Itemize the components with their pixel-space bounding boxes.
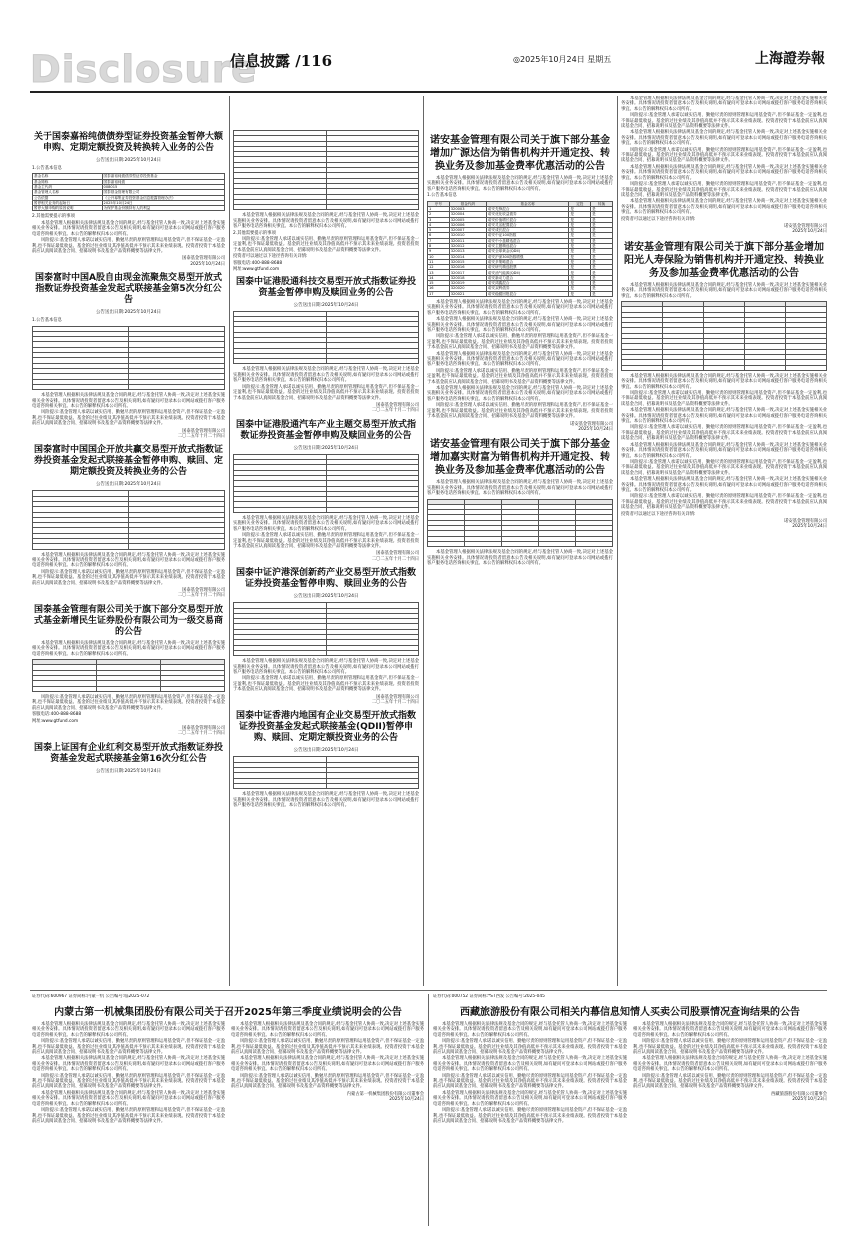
notice-title: 诺安基金管理有限公司关于旗下部分基金增加阳光人寿保险为销售机构并开通定投、转换业务及参加基金费率优惠活动的公告 (624, 241, 824, 279)
body-text: 风险提示:基金管理人承诺以诚实信用、勤勉尽责的原则管理和运用基金资产,但不保证基金一定盈利,也不保证最低收益。基金的过往业绩及其净值高低并不预示其未来业绩表现。投资者投资于本基金前应认真阅读基金合同、招募说明书及基金产品资料概要等法律文件。 (621, 459, 827, 476)
notice (427, 438, 613, 566)
body-text: 本基金管理人根据相关法律法规及基金合同的规定,经与基金托管人协商一致,决定对上述基金实施相关业务安排。具体情况请投资者留意本公告及相关说明,如有疑问可登录本公司网站或拨打客户服务电话咨询相关事宜。本公告的解释权归本公司所有。 (433, 1022, 627, 1038)
notice (233, 420, 419, 563)
body-text: 本基金管理人根据相关法律法规及基金合同的规定,经与基金托管人协商一致,决定对上述基金实施相关业务安排。具体情况请投资者留意本公告及相关说明,如有疑问可登录本公司网站或拨打客户服务电话咨询相关事宜。本公告的解释权归本公司所有。 (621, 408, 827, 425)
bottom-notice-right (433, 994, 827, 1226)
notice-title: 内蒙古第一机械集团股份有限公司关于召开2025年第三季度业绩说明会的公告 (54, 1007, 402, 1018)
body-text: 本基金管理人根据相关法律法规及基金合同的规定,经与基金托管人协商一致,决定对上述基金实施相关业务安排。具体情况请投资者留意本公告及相关说明,如有疑问可登录本公司网站或拨打客户服务电话咨询相关事宜。本公告的解释权归本公司所有。 (427, 386, 613, 402)
notice (427, 134, 613, 432)
signoff: 诺安基金管理有限公司 2025年10月24日 (784, 223, 827, 235)
column-divider (617, 96, 618, 986)
body-text: 本基金管理人根据相关法律法规及基金合同的规定,经与基金托管人协商一致,决定对上述基金实施相关业务安排。具体情况请投资者留意本公告及相关说明,如有疑问可登录本公司网站或拨打客户服务电话咨询相关事宜。本公告的解释权归本公司所有。 (32, 552, 225, 569)
notice-title: 国泰富时中国国企开放共赢交易型开放式指数证券投资基金发起式联接基金暂停申购、赎回、定期定额投资及转换业务的公告 (33, 445, 223, 478)
notice-title: 国泰中证香港内地国有企业交易型开放式指数证券投资基金发起式联接基金(QDII)暂停申购、赎回、定期定额投资业务的公告 (235, 711, 416, 744)
body-text: 本基金管理人根据相关法律法规及基金合同的规定,经与基金托管人协商一致,决定对上述基金实施相关业务安排。具体情况请投资者留意本公告及相关说明,如有疑问可登录本公司网站或拨打客户服务电话咨询相关事宜。本公告的解释权归本公司所有。 (32, 1022, 225, 1038)
body-text: 本基金管理人根据相关法律法规及基金合同的规定,经与基金托管人协商一致,决定对上述基金实施相关业务安排。具体情况请投资者留意本公告及相关说明,如有疑问可登录本公司网站或拨打客户服务电话咨询相关事宜。本公告的解释权归本公司所有。 (433, 1090, 627, 1107)
body-text: 本基金管理人根据相关法律法规及基金合同的规定,经与基金托管人协商一致,决定对上述基金实施相关业务安排。具体情况请投资者留意本公告及相关说明,如有疑问可登录本公司网站或拨打客户服务电话咨询相关事宜。本公告的解释权归本公司所有。 (621, 199, 827, 216)
body-text: 风险提示:基金管理人承诺以诚实信用、勤勉尽责的原则管理和运用基金资产,但不保证基金一定盈利,也不保证最低收益。基金的过往业绩及其净值高低并不预示其未来业绩表现。投资者投资于本基金前应认真阅读基金合同、招募说明书及基金产品资料概要等法律文件。 (621, 147, 827, 164)
contact-website: 网址:www.gtfund.com (32, 718, 79, 724)
info-table (32, 326, 225, 391)
notice-title: 国泰中证港股通汽车产业主题交易型开放式指数证券投资基金暂停申购及赎回业务的公告 (235, 419, 416, 441)
notice (32, 273, 225, 439)
body-text: 本基金管理人根据相关法律法规及基金合同的规定,经与基金托管人协商一致,决定对上述基金实施相关业务安排。具体情况请投资者留意本公告及相关说明,如有疑问可登录本公司网站或拨打客户服务电话咨询相关事宜。本公告的解释权归本公司所有。 (427, 480, 613, 497)
body-text: 本基金管理人根据相关法律法规及基金合同的规定,经与基金托管人协商一致,决定对上述基金实施相关业务安排。具体情况请投资者留意本公告及相关说明,如有疑问可登录本公司网站或拨打客户服务电话咨询相关事宜。本公告的解释权归本公司所有。 (621, 282, 827, 299)
bottom-section-rule (30, 990, 827, 991)
signoff: 国泰基金管理有限公司 二〇二五年十月二十四日 (177, 428, 225, 439)
notice-date: 公告送出日期:2025年10月24日 (96, 310, 161, 316)
newspaper-name: 上海證券報 (755, 51, 825, 67)
body-text: 风险提示:基金管理人承诺以诚实信用、勤勉尽责的原则管理和运用基金资产,但不保证基金一定盈利,也不保证最低收益。基金的过往业绩及其净值高低并不预示其未来业绩表现。投资者投资于本基金前应认真阅读基金合同、招募说明书及基金产品资料概要等法律文件。 (32, 1039, 225, 1056)
body-text: 本基金管理人根据相关法律法规及基金合同的规定,经与基金托管人协商一致,决定对上述基金实施相关业务安排。具体情况请投资者留意本公告及相关说明,如有疑问可登录本公司网站或拨打客户服务电话咨询相关事宜。本公告的解释权归本公司所有。 (231, 1022, 424, 1038)
signoff: 西藏旅游股份有限公司董事会 2025年10月23日 (771, 1091, 827, 1103)
signoff: 诺安基金管理有限公司 2025年10月24日 (784, 518, 827, 530)
bottom-notice-left (32, 994, 424, 1226)
body-text: 风险提示:基金管理人承诺以诚实信用、勤勉尽责的原则管理和运用基金资产,但不保证基金一定盈利,也不保证最低收益。基金的过往业绩及其净值高低并不预示其未来业绩表现。投资者投资于本基金前应认真阅读基金合同、招募说明书及基金产品资料概要等法律文件。 (32, 1073, 225, 1090)
body-text: 风险提示:基金管理人承诺以诚实信用、勤勉尽责的原则管理和运用基金资产,但不保证基金一定盈利,也不保证最低收益。基金的过往业绩及其净值高低并不预示其未来业绩表现。投资者投资于本基金前应认真阅读基金合同、招募说明书及基金产品资料概要等法律文件。 (32, 238, 225, 254)
top-rule (30, 91, 827, 93)
body-text: 风险提示:基金管理人承诺以诚实信用、勤勉尽责的原则管理和运用基金资产,但不保证基金一定盈利,也不保证最低收益。基金的过往业绩及其净值高低并不预示其未来业绩表现。投资者投资于本基金前应认真阅读基金合同、招募说明书及基金产品资料概要等法律文件。 (621, 391, 827, 407)
body-text: 本基金管理人根据相关法律法规及基金合同的规定,经与基金托管人协商一致,决定对上述基金实施相关业务安排。具体情况请投资者留意本公告及相关说明,如有疑问可登录本公司网站或拨打客户服务电话咨询相关事宜。本公告的解释权归本公司所有。 (633, 1022, 827, 1038)
notice-date: 公告送出日期:2025年10月24日 (96, 482, 161, 488)
fund-list-table (621, 301, 827, 371)
body-text: 风险提示:基金管理人承诺以诚实信用、勤勉尽责的原则管理和运用基金资产,但不保证基金一定盈利,也不保证最低收益。基金的过往业绩及其净值高低并不预示其未来业绩表现。投资者投资于本基金前应认真阅读基金合同、招募说明书及基金产品资料概要等法律文件。 (231, 1073, 424, 1090)
body-text: 风险提示:基金管理人承诺以诚实信用、勤勉尽责的原则管理和运用基金资产,但不保证基金一定盈利,也不保证最低收益。基金的过往业绩及其净值高低并不预示其未来业绩表现。投资者投资于本基金前应认真阅读基金合同、招募说明书及基金产品资料概要等法律文件。 (621, 113, 827, 130)
notice-date: 公告送出日期:2025年10月24日 (96, 768, 161, 774)
info-table (233, 454, 419, 513)
notice-title: 诺安基金管理有限公司关于旗下部分基金增加广源达信为销售机构并开通定投、转换业务及参加基金费率优惠活动的公告 (430, 135, 610, 172)
body-text: 本基金管理人根据相关法律法规及基金合同的规定,经与基金托管人协商一致,决定对上述基金实施相关业务安排。具体情况请投资者留意本公告及相关说明,如有疑问可登录本公司网站或拨打客户服务电话咨询相关事宜。本公告的解释权归本公司所有。 (427, 351, 613, 368)
section-heading: 2.其他需要提示的事项 (32, 214, 75, 220)
column-divider (229, 96, 230, 986)
notice-title: 国泰中证港股通科技交易型开放式指数证券投资基金暂停申购及赎回业务的公告 (235, 276, 416, 298)
info-table (233, 130, 419, 210)
body-text: 风险提示:基金管理人承诺以诚实信用、勤勉尽责的原则管理和运用基金资产,但不保证基金一定盈利,也不保证最低收益。基金的过往业绩及其净值高低并不预示其未来业绩表现。投资者投资于本基金前应认真阅读基金合同、招募说明书及基金产品资料概要等法律文件。 (32, 410, 225, 427)
body-text: 风险提示:基金管理人承诺以诚实信用、勤勉尽责的原则管理和运用基金资产,但不保证基金一定盈利,也不保证最低收益。基金的过往业绩及其净值高低并不预示其未来业绩表现。投资者投资于本基金前应认真阅读基金合同、招募说明书及基金产品资料概要等法律文件。 (427, 368, 613, 385)
body-text: 本基金管理人根据相关法律法规及基金合同的规定,经与基金托管人协商一致,决定对上述基金实施相关业务安排。具体情况请投资者留意本公告及相关说明,如有疑问可登录本公司网站或拨打客户服务电话咨询相关事宜。本公告的解释权归本公司所有。 (427, 299, 613, 316)
body-text: 本基金管理人根据相关法律法规及基金合同的规定,经与基金托管人协商一致,决定对上述基金实施相关业务安排。具体情况请投资者留意本公告及相关说明,如有疑问可登录本公司网站或拨打客户服务电话咨询相关事宜。本公告的解释权归本公司所有。 (233, 213, 419, 230)
body-text: 风险提示:基金管理人承诺以诚实信用、勤勉尽责的原则管理和运用基金资产,但不保证基金一定盈利,也不保证最低收益。基金的过往业绩及其净值高低并不预示其未来业绩表现。投资者投资于本基金前应认真阅读基金合同、招募说明书及基金产品资料概要等法律文件。 (32, 569, 225, 586)
notice-date: 公告送出日期:2025年10月24日 (293, 445, 359, 451)
notice (233, 568, 419, 705)
signoff: 国泰基金管理有限公司 二〇二五年十月二十四日 (371, 551, 419, 562)
body-text: 风险提示:基金管理人承诺以诚实信用、勤勉尽责的原则管理和运用基金资产,但不保证基金一定盈利,也不保证最低收益。基金的过往业绩及其净值高低并不预示其未来业绩表现。投资者投资于本基金前应认真阅读基金合同、招募说明书及基金产品资料概要等法律文件。 (233, 533, 419, 550)
body-text: 风险提示:基金管理人承诺以诚实信用、勤勉尽责的原则管理和运用基金资产,但不保证基金一定盈利,也不保证最低收益。基金的过往业绩及其净值高低并不预示其未来业绩表现。投资者投资于本基金前应认真阅读基金合同、招募说明书及基金产品资料概要等法律文件。 (433, 1108, 627, 1124)
notice-date: 公告送出日期:2025年10月24日 (293, 594, 359, 600)
body-text: 本基金管理人根据相关法律法规及基金合同的规定,经与基金托管人协商一致,决定对上述基金实施相关业务安排。具体情况请投资者留意本公告及相关说明,如有疑问可登录本公司网站或拨打客户服务电话咨询相关事宜。本公告的解释权归本公司所有。 (32, 1056, 225, 1073)
column-3 (427, 130, 613, 986)
body-text: 风险提示:基金管理人承诺以诚实信用、勤勉尽责的原则管理和运用基金资产,但不保证基金一定盈利,也不保证最低收益。基金的过往业绩及其净值高低并不预示其未来业绩表现。投资者投资于本基金前应认真阅读基金合同、招募说明书及基金产品资料概要等法律文件。 (427, 403, 613, 420)
notice-title: 诺安基金管理有限公司关于旗下部分基金增加嘉实财富为销售机构并开通定投、转换业务及参加基金费率优惠活动的公告 (430, 439, 610, 477)
notice (233, 711, 419, 808)
body-text: 本基金管理人根据相关法律法规及基金合同的规定,经与基金托管人协商一致,决定对上述基金实施相关业务安排。具体情况请投资者留意本公告及相关说明,如有疑问可登录本公司网站或拨打客户服务电话咨询相关事宜。本公告的解释权归本公司所有。 (621, 477, 827, 493)
contact-hotline: 客服电话:400-888-8688 (32, 712, 82, 718)
info-table (233, 602, 419, 656)
info-table (233, 311, 419, 365)
notice-date: 公告送出日期:2025年10月24日 (96, 158, 161, 163)
body-text: 本基金管理人根据相关法律法规及基金合同的规定,经与基金托管人协商一致,决定对上述基金实施相关业务安排。具体情况请投资者留意本公告及相关说明,如有疑问可登录本公司网站或拨打客户服务电话咨询相关事宜。本公告的解释权归本公司所有。 (32, 640, 225, 657)
contact-website: 网址:www.gtfund.com (233, 267, 280, 273)
body-text: 本基金管理人根据相关法律法规及基金合同的规定,经与基金托管人协商一致,决定对上述基金实施相关业务安排。具体情况请投资者留意本公告及相关说明,如有疑问可登录本公司网站或拨打客户服务电话咨询相关事宜。本公告的解释权归本公司所有。 (621, 442, 827, 459)
notice (32, 743, 225, 774)
signoff: 国泰基金管理有限公司 二〇二五年十月二十四日 (177, 588, 225, 599)
signoff: 内蒙古第一机械集团股份有限公司董事会 2025年10月24日 (346, 1091, 424, 1103)
issue-date: ◎2025年10月24日 星期五 (513, 55, 612, 64)
body-text: 本基金管理人根据相关法律法规及基金合同的规定,经与基金托管人协商一致,决定对上述基金实施相关业务安排。具体情况请投资者留意本公告及相关说明,如有疑问可登录本公司网站或拨打客户服务电话咨询相关事宜。本公告的解释权归本公司所有。 (433, 1056, 627, 1073)
body-text: 风险提示:基金管理人承诺以诚实信用、勤勉尽责的原则管理和运用基金资产,但不保证基金一定盈利,也不保证最低收益。基金的过往业绩及其净值高低并不预示其未来业绩表现。投资者投资于本基金前应认真阅读基金合同、招募说明书及基金产品资料概要等法律文件。 (633, 1039, 827, 1056)
column-2 (233, 128, 419, 986)
column-4 (621, 96, 827, 986)
notice-title: 国泰中证沪港深创新药产业交易型开放式指数证券投资基金暂停申购、赎回业务的公告 (235, 568, 416, 590)
contact-info: 投资者可以通过以下途径咨询有关详情: (621, 511, 696, 517)
fund-list-table (427, 499, 613, 548)
info-table (233, 756, 419, 789)
body-text: 本基金管理人根据相关法律法规及基金合同的规定,经与基金托管人协商一致,决定对上述基金实施相关业务安排。具体情况请投资者留意本公告及相关说明,如有疑问可登录本公司网站或拨打客户服务电话咨询相关事宜。本公告的解释权归本公司所有。 (231, 1056, 424, 1073)
notice (32, 445, 225, 599)
notice-title: 关于国泰嘉裕纯债债券型证券投资基金暂停大额申购、定期定额投资及转换转入业务的公告 (33, 132, 223, 153)
signoff: 诺安基金管理有限公司 2025年10月24日 (570, 421, 613, 432)
body-text: 风险提示:基金管理人承诺以诚实信用、勤勉尽责的原则管理和运用基金资产,但不保证基金一定盈利,也不保证最低收益。基金的过往业绩及其净值高低并不预示其未来业绩表现。投资者投资于本基金前应认真阅读基金合同、招募说明书及基金产品资料概要等法律文件。 (633, 1073, 827, 1090)
body-text: 风险提示:基金管理人承诺以诚实信用、勤勉尽责的原则管理和运用基金资产,但不保证基金一定盈利,也不保证最低收益。基金的过往业绩及其净值高低并不预示其未来业绩表现。投资者投资于本基金前应认真阅读基金合同、招募说明书及基金产品资料概要等法律文件。 (32, 1108, 225, 1124)
body-text: 本基金管理人根据相关法律法规及基金合同的规定,经与基金托管人协商一致,决定对上述基金实施相关业务安排。具体情况请投资者留意本公告及相关说明,如有疑问可登录本公司网站或拨打客户服务电话咨询相关事宜。本公告的解释权归本公司所有。 (621, 164, 827, 181)
notice-date: 公告送出日期:2025年10月24日 (293, 748, 359, 754)
notice-title: 国泰基金管理有限公司关于旗下部分交易型开放式基金新增民生证券股份有限公司为一级交易商的公告 (33, 604, 223, 637)
body-text: 本基金管理人根据相关法律法规及基金合同的规定,经与基金托管人协商一致,决定对上述基金实施相关业务安排。具体情况请投资者留意本公告及相关说明,如有疑问可登录本公司网站或拨打客户服务电话咨询相关事宜。本公告的解释权归本公司所有。 (32, 220, 225, 237)
info-table: 基金名称 国泰嘉裕纯债债券型证券投资基金 基金简称 国泰嘉裕纯债 基金主代码 008015 基金管理人名称 国泰基金管理有限公司 公告依据 《公开募集证券投资基金信息披露管理办法》 暂停相关业务的起始日 2025年10月24日 暂停大额申购的原因说明 为保护基金份额持有人的利益 (32, 173, 225, 211)
notice-title: 国泰上证国有企业红利交易型开放式指数证券投资基金发起式联接基金第16次分红公告 (33, 742, 223, 764)
body-text: 风险提示:基金管理人承诺以诚实信用、勤勉尽责的原则管理和运用基金资产,但不保证基金一定盈利,也不保证最低收益。基金的过往业绩及其净值高低并不预示其未来业绩表现。投资者投资于本基金前应认真阅读基金合同、招募说明书及基金产品资料概要等法律文件。 (231, 1039, 424, 1056)
column-1 (32, 128, 225, 986)
body-text: 本基金管理人根据相关法律法规及基金合同的规定,经与基金托管人协商一致,决定对上述基金实施相关业务安排。具体情况请投资者留意本公告及相关说明,如有疑问可登录本公司网站或拨打客户服务电话咨询相关事宜。本公告的解释权归本公司所有。 (621, 96, 827, 112)
body-text: 风险提示:基金管理人承诺以诚实信用、勤勉尽责的原则管理和运用基金资产,但不保证基金一定盈利,也不保证最低收益。基金的过往业绩及其净值高低并不预示其未来业绩表现。投资者投资于本基金前应认真阅读基金合同、招募说明书及基金产品资料概要等法律文件。 (621, 494, 827, 511)
stock-code-line: 证券代码:600967 证券简称:内蒙一机 公告编号:临2025-072 (32, 994, 150, 999)
body-text: 风险提示:基金管理人承诺以诚实信用、勤勉尽责的原则管理和运用基金资产,但不保证基金一定盈利,也不保证最低收益。基金的过往业绩及其净值高低并不预示其未来业绩表现。投资者投资于本基金前应认真阅读基金合同、招募说明书及基金产品资料概要等法律文件。 (233, 384, 419, 401)
body-text: 风险提示:基金管理人承诺以诚实信用、勤勉尽责的原则管理和运用基金资产,但不保证基金一定盈利,也不保证最低收益。基金的过往业绩及其净值高低并不预示其未来业绩表现。投资者投资于本基金前应认真阅读基金合同、招募说明书及基金产品资料概要等法律文件。 (621, 425, 827, 442)
notice-title: 国泰富时中国A股自由现金流聚焦交易型开放式指数证券投资基金发起式联接基金第5次分红公告 (35, 273, 222, 306)
section-title: 信息披露 /116 (230, 52, 333, 70)
signoff: 国泰基金管理有限公司 2025年10月24日 (182, 256, 225, 267)
body-text: 本基金管理人根据相关法律法规及基金合同的规定,经与基金托管人协商一致,决定对上述基金实施相关业务安排。具体情况请投资者留意本公告及相关说明,如有疑问可登录本公司网站或拨打客户服务电话咨询相关事宜。本公告的解释权归本公司所有。 (621, 130, 827, 147)
body-text: 风险提示:基金管理人承诺以诚实信用、勤勉尽责的原则管理和运用基金资产,但不保证基金一定盈利,也不保证最低收益。基金的过往业绩及其净值高低并不预示其未来业绩表现。投资者投资于本基金前应认真阅读基金合同、招募说明书及基金产品资料概要等法律文件。 (621, 182, 827, 198)
notice (233, 277, 419, 414)
section-heading: 2.其他需要提示的事项 (233, 230, 276, 236)
info-table (32, 659, 225, 692)
body-text: 风险提示:基金管理人承诺以诚实信用、勤勉尽责的原则管理和运用基金资产,但不保证基金一定盈利,也不保证最低收益。基金的过往业绩及其净值高低并不预示其未来业绩表现。投资者投资于本基金前应认真阅读基金合同、招募说明书及基金产品资料概要等法律文件。 (233, 676, 419, 693)
section-brand: Disclosure (30, 48, 258, 91)
column-divider (423, 96, 424, 986)
section-heading: 1.公告基本信息 (32, 318, 62, 324)
notice (32, 605, 225, 737)
body-text: 本基金管理人根据相关法律法规及基金合同的规定,经与基金托管人协商一致,决定对上述基金实施相关业务安排。具体情况请投资者留意本公告及相关说明,如有疑问可登录本公司网站或拨打客户服务电话咨询相关事宜。本公告的解释权归本公司所有。 (233, 792, 419, 809)
notice (32, 132, 225, 267)
contact-info: 投资者可以通过以下途径咨询有关详情: (233, 254, 308, 260)
signoff: 国泰基金管理有限公司 二〇二五年十月二十四日 (371, 402, 419, 414)
body-text: 本基金管理人根据相关法律法规及基金合同的规定,经与基金托管人协商一致,决定对上述基金实施相关业务安排。具体情况请投资者留意本公告及相关说明,如有疑问可登录本公司网站或拨打客户服务电话咨询相关事宜。本公告的解释权归本公司所有。 (233, 367, 419, 384)
body-text: 本基金管理人根据相关法律法规及基金合同的规定,经与基金托管人协商一致,决定对上述基金实施相关业务安排。具体情况请投资者留意本公告及相关说明,如有疑问可登录本公司网站或拨打客户服务电话咨询相关事宜。本公告的解释权归本公司所有。 (233, 516, 419, 532)
section-heading: 1.公告基本信息 (427, 193, 457, 199)
section-heading: 1.公告基本信息 (32, 166, 62, 171)
body-text: 本基金管理人根据相关法律法规及基金合同的规定,经与基金托管人协商一致,决定对上述基金实施相关业务安排。具体情况请投资者留意本公告及相关说明,如有疑问可登录本公司网站或拨打客户服务电话咨询相关事宜。本公告的解释权归本公司所有。 (427, 176, 613, 192)
body-text: 风险提示:基金管理人承诺以诚实信用、勤勉尽责的原则管理和运用基金资产,但不保证基金一定盈利,也不保证最低收益。基金的过往业绩及其净值高低并不预示其未来业绩表现。投资者投资于本基金前应认真阅读基金合同、招募说明书及基金产品资料概要等法律文件。 (433, 1039, 627, 1056)
signoff: 国泰基金管理有限公司 二〇二五年十月二十四日 (371, 694, 419, 706)
body-text: 本基金管理人根据相关法律法规及基金合同的规定,经与基金托管人协商一致,决定对上述基金实施相关业务安排。具体情况请投资者留意本公告及相关说明,如有疑问可登录本公司网站或拨打客户服务电话咨询相关事宜。本公告的解释权归本公司所有。 (32, 393, 225, 409)
body-text: 风险提示:基金管理人承诺以诚实信用、勤勉尽责的原则管理和运用基金资产,但不保证基金一定盈利,也不保证最低收益。基金的过往业绩及其净值高低并不预示其未来业绩表现。投资者投资于本基金前应认真阅读基金合同、招募说明书及基金产品资料概要等法律文件。 (427, 334, 613, 351)
masthead (30, 44, 827, 90)
stock-code-line: 证券代码:000752 证券简称:*ST西发 公告编号:2025-045 (433, 994, 545, 999)
body-text: 本基金管理人根据相关法律法规及基金合同的规定,经与基金托管人协商一致,决定对上述基金实施相关业务安排。具体情况请投资者留意本公告及相关说明,如有疑问可登录本公司网站或拨打客户服务电话咨询相关事宜。本公告的解释权归本公司所有。 (621, 373, 827, 390)
contact-hotline: 客服电话:400-888-8688 (233, 260, 283, 266)
notice (621, 241, 827, 530)
body-text: 风险提示:基金管理人承诺以诚实信用、勤勉尽责的原则管理和运用基金资产,但不保证基金一定盈利,也不保证最低收益。基金的过往业绩及其净值高低并不预示其未来业绩表现。投资者投资于本基金前应认真阅读基金合同、招募说明书及基金产品资料概要等法律文件。 (433, 1073, 627, 1090)
column-divider (428, 994, 429, 1226)
contact-info: 投资者可以通过以下途径咨询有关详情: (621, 216, 696, 222)
body-text: 本基金管理人根据相关法律法规及基金合同的规定,经与基金托管人协商一致,决定对上述基金实施相关业务安排。具体情况请投资者留意本公告及相关说明,如有疑问可登录本公司网站或拨打客户服务电话咨询相关事宜。本公告的解释权归本公司所有。 (233, 659, 419, 676)
notice-date: 公告送出日期:2025年10月24日 (293, 302, 359, 308)
body-text: 风险提示:基金管理人承诺以诚实信用、勤勉尽责的原则管理和运用基金资产,但不保证基金一定盈利,也不保证最低收益。基金的过往业绩及其净值高低并不预示其未来业绩表现。投资者投资于本基金前应认真阅读基金合同、招募说明书及基金产品资料概要等法律文件。 (233, 237, 419, 253)
notice-title: 西藏旅游股份有限公司相关内幕信息知情人买卖公司股票情况查询结果的公告 (460, 1007, 800, 1018)
fund-list-table: 序号 基金代码 基金名称 定投 转换 1 320003 诺安先锋混合 是 是 2 320004 诺安优化收益债券 是 是 3 320005 诺安价值增长混合 是 是 4 320006 诺安灵活配置混合 是 是 5 320007 诺安成长混合 是 是 6 320010 诺安中证100指数 是 是 7 320011 诺安中小盘精选混合 是 是 8 320012 诺安主题精选混合 是 是 9 320013 诺安全球黄金(QDII) 是 是 10 320014 诺安沪深300指数增强 是 是 11 320015 诺安多策略混合 是 是 12 320016 诺安研究精选股票 是 是 13 320017 诺安油气能源(QDII) 是 是 14 320018 诺安新动力混合 是 是 15 320019 诺安鸿鑫混合 是 是 16 320020 诺安双利债券 是 是 17 320021 诺安稳健回报混合 是 是 (427, 201, 613, 297)
signoff: 国泰基金管理有限公司 二〇二五年十月二十四日 (177, 725, 225, 737)
body-text: 风险提示:基金管理人承诺以诚实信用、勤勉尽责的原则管理和运用基金资产,但不保证基金一定盈利,也不保证最低收益。基金的过往业绩及其净值高低并不预示其未来业绩表现。投资者投资于本基金前应认真阅读基金合同、招募说明书及基金产品资料概要等法律文件。 (32, 694, 225, 711)
body-text: 本基金管理人根据相关法律法规及基金合同的规定,经与基金托管人协商一致,决定对上述基金实施相关业务安排。具体情况请投资者留意本公告及相关说明,如有疑问可登录本公司网站或拨打客户服务电话咨询相关事宜。本公告的解释权归本公司所有。 (427, 317, 613, 333)
body-text: 本基金管理人根据相关法律法规及基金合同的规定,经与基金托管人协商一致,决定对上述基金实施相关业务安排。具体情况请投资者留意本公告及相关说明,如有疑问可登录本公司网站或拨打客户服务电话咨询相关事宜。本公告的解释权归本公司所有。 (633, 1056, 827, 1073)
info-table (32, 490, 225, 549)
body-text: 本基金管理人根据相关法律法规及基金合同的规定,经与基金托管人协商一致,决定对上述基金实施相关业务安排。具体情况请投资者留意本公告及相关说明,如有疑问可登录本公司网站或拨打客户服务电话咨询相关事宜。本公告的解释权归本公司所有。 (427, 550, 613, 567)
body-text: 本基金管理人根据相关法律法规及基金合同的规定,经与基金托管人协商一致,决定对上述基金实施相关业务安排。具体情况请投资者留意本公告及相关说明,如有疑问可登录本公司网站或拨打客户服务电话咨询相关事宜。本公告的解释权归本公司所有。 (32, 1090, 225, 1107)
